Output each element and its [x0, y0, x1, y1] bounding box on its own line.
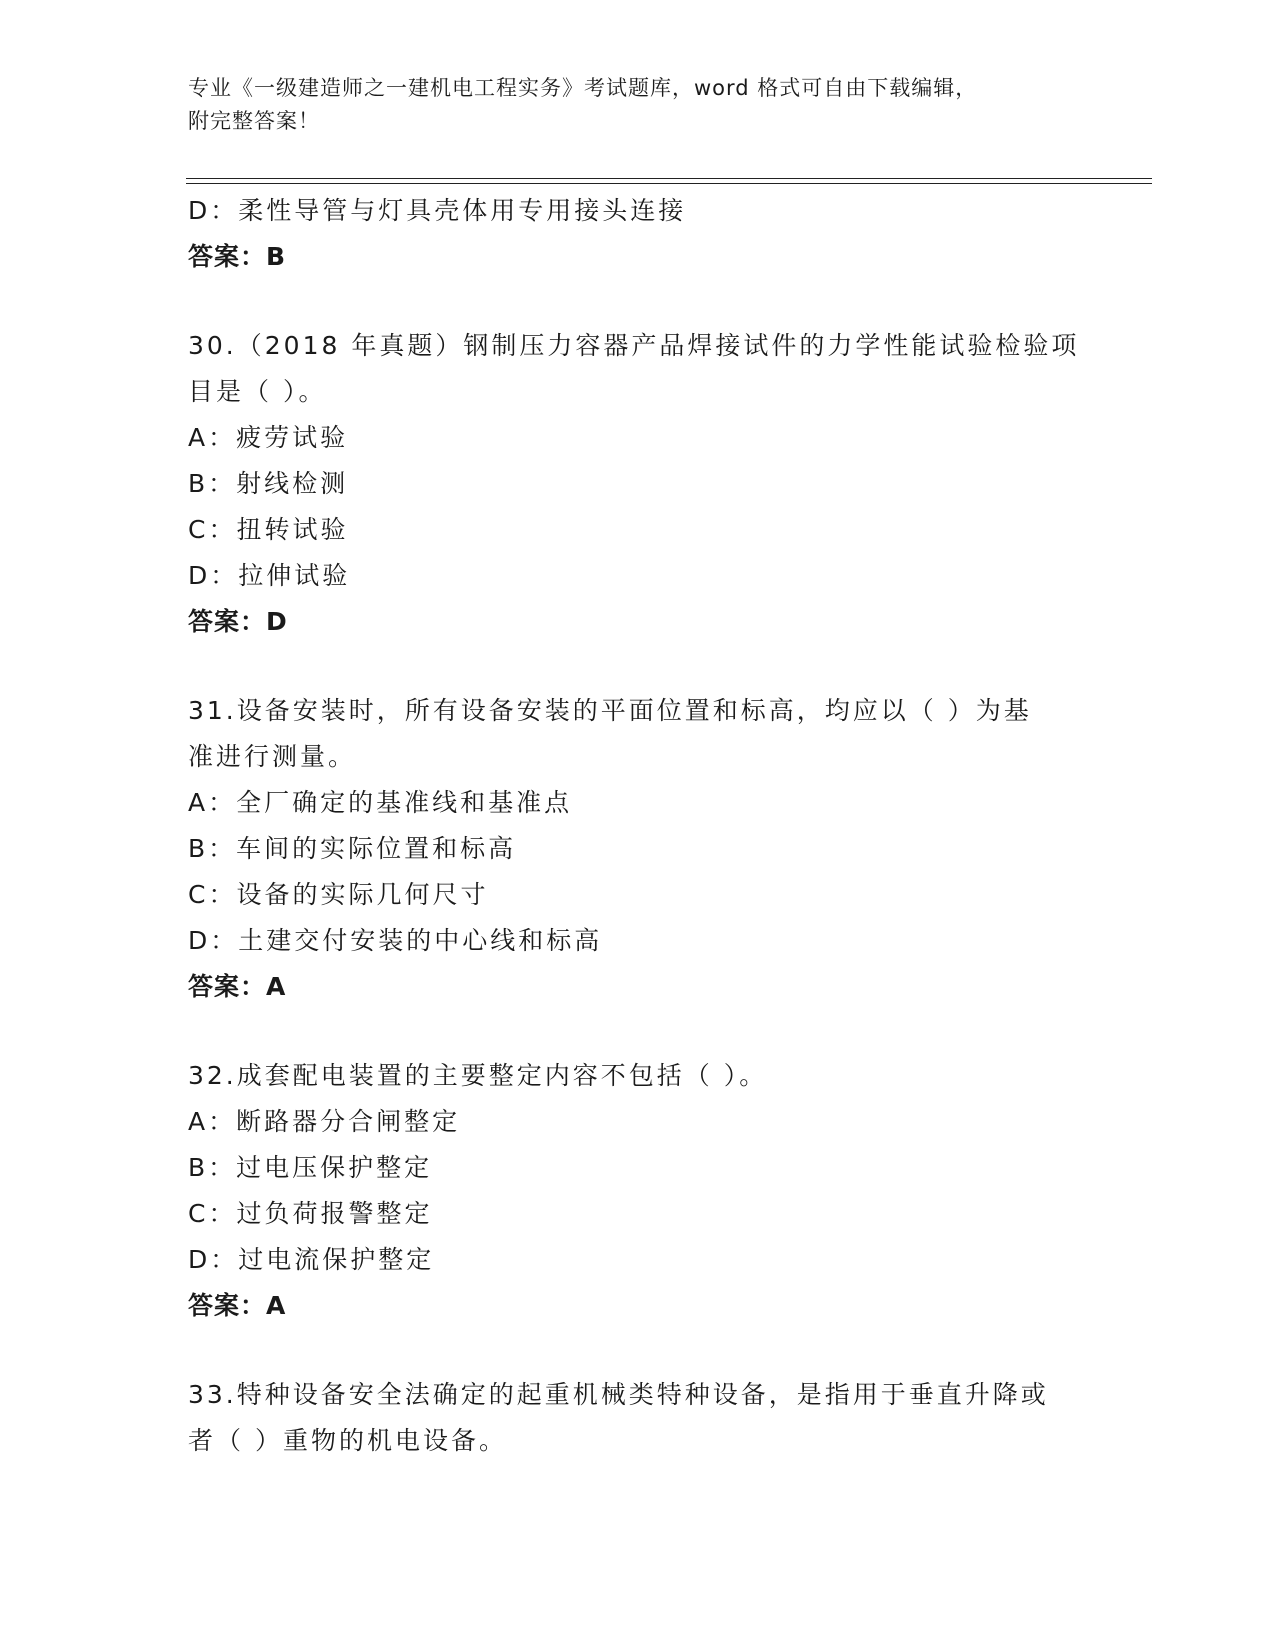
question-33 [188, 1372, 1088, 1464]
question-31-stem-line-1: 31.设备安装时，所有设备安装的平面位置和标高，均应以（ ）为基 [188, 696, 1032, 725]
spacer [188, 1329, 1088, 1372]
header-line-1: 专业《一级建造师之一建机电工程实务》考试题库，word 格式可自由下载编辑， [188, 76, 978, 100]
question-32-answer: 答案：A [188, 1291, 287, 1320]
question-30 [188, 323, 1088, 645]
question-31-stem-line-2: 准进行测量。 [188, 742, 357, 771]
question-32-option-b: B：过电压保护整定 [188, 1153, 433, 1182]
header-divider-top [186, 178, 1152, 179]
question-30-option-d: D：拉伸试验 [188, 561, 351, 590]
question-30-answer: 答案：D [188, 607, 288, 636]
page-header [188, 72, 1068, 138]
question-30-stem-line-1: 30.（2018 年真题）钢制压力容器产品焊接试件的力学性能试验检验项 [188, 331, 1080, 360]
prev-answer: 答案：B [188, 242, 287, 271]
question-30-option-b: B：射线检测 [188, 469, 349, 498]
question-30-option-c: C：扭转试验 [188, 515, 349, 544]
spacer [188, 645, 1088, 688]
question-31 [188, 688, 1088, 1010]
question-31-option-c: C：设备的实际几何尺寸 [188, 880, 489, 909]
question-30-stem-line-2: 目是（ ）。 [188, 377, 327, 406]
spacer [188, 280, 1088, 323]
question-31-option-a: A：全厂确定的基准线和基准点 [188, 788, 573, 817]
prev-option-d: D：柔性导管与灯具壳体用专用接头连接 [188, 196, 687, 225]
header-divider-bottom [186, 183, 1152, 184]
question-31-answer: 答案：A [188, 972, 287, 1001]
question-32-option-d: D：过电流保护整定 [188, 1245, 435, 1274]
question-33-stem-line-2: 者（ ）重物的机电设备。 [188, 1426, 507, 1455]
question-31-option-b: B：车间的实际位置和标高 [188, 834, 517, 863]
question-33-stem-line-1: 33.特种设备安全法确定的起重机械类特种设备，是指用于垂直升降或 [188, 1380, 1049, 1409]
question-content [188, 188, 1088, 1464]
question-30-option-a: A：疲劳试验 [188, 423, 349, 452]
question-32-option-c: C：过负荷报警整定 [188, 1199, 433, 1228]
spacer [188, 1010, 1088, 1053]
question-31-option-d: D：土建交付安装的中心线和标高 [188, 926, 603, 955]
question-32-option-a: A：断路器分合闸整定 [188, 1107, 461, 1136]
question-32-stem-line-1: 32.成套配电装置的主要整定内容不包括（ ）。 [188, 1061, 768, 1090]
question-32 [188, 1053, 1088, 1329]
header-line-2: 附完整答案！ [188, 109, 320, 133]
